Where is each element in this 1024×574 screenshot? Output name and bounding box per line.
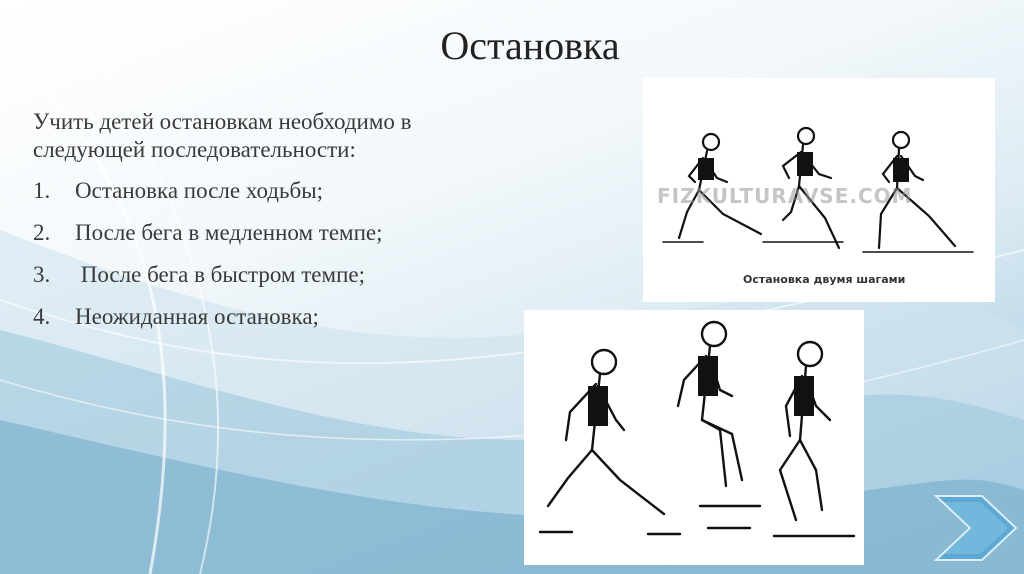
chevron-right-icon [936, 496, 1016, 560]
watermark: FIZKULTURAVSE.COM [657, 184, 913, 208]
list-number: 1. [33, 178, 51, 203]
list-item [33, 212, 493, 254]
list-text: Остановка после ходьбы; [75, 178, 324, 203]
jump-stop-illustration [524, 310, 864, 565]
list-text: После бега в быстром темпе; [75, 262, 365, 287]
two-step-stop-image [643, 78, 995, 302]
top-image-caption: Остановка двумя шагами [743, 273, 906, 286]
list-item [33, 170, 493, 212]
list-number: 2. [33, 220, 51, 245]
list-item [33, 254, 493, 296]
intro-text: Учить детей остановкам необходимо в следующей последовательности: [33, 109, 412, 162]
list-number: 4. [33, 304, 51, 329]
next-slide-button[interactable] [934, 494, 1018, 562]
list-item [33, 296, 493, 338]
list-text: Неожиданная остановка; [75, 304, 319, 329]
slide-body [33, 108, 493, 338]
steps-list [33, 170, 493, 338]
slide-title: Остановка [440, 23, 620, 68]
list-number: 3. [33, 262, 51, 287]
list-text: После бега в медленном темпе; [75, 220, 383, 245]
jump-stop-image [524, 310, 864, 565]
